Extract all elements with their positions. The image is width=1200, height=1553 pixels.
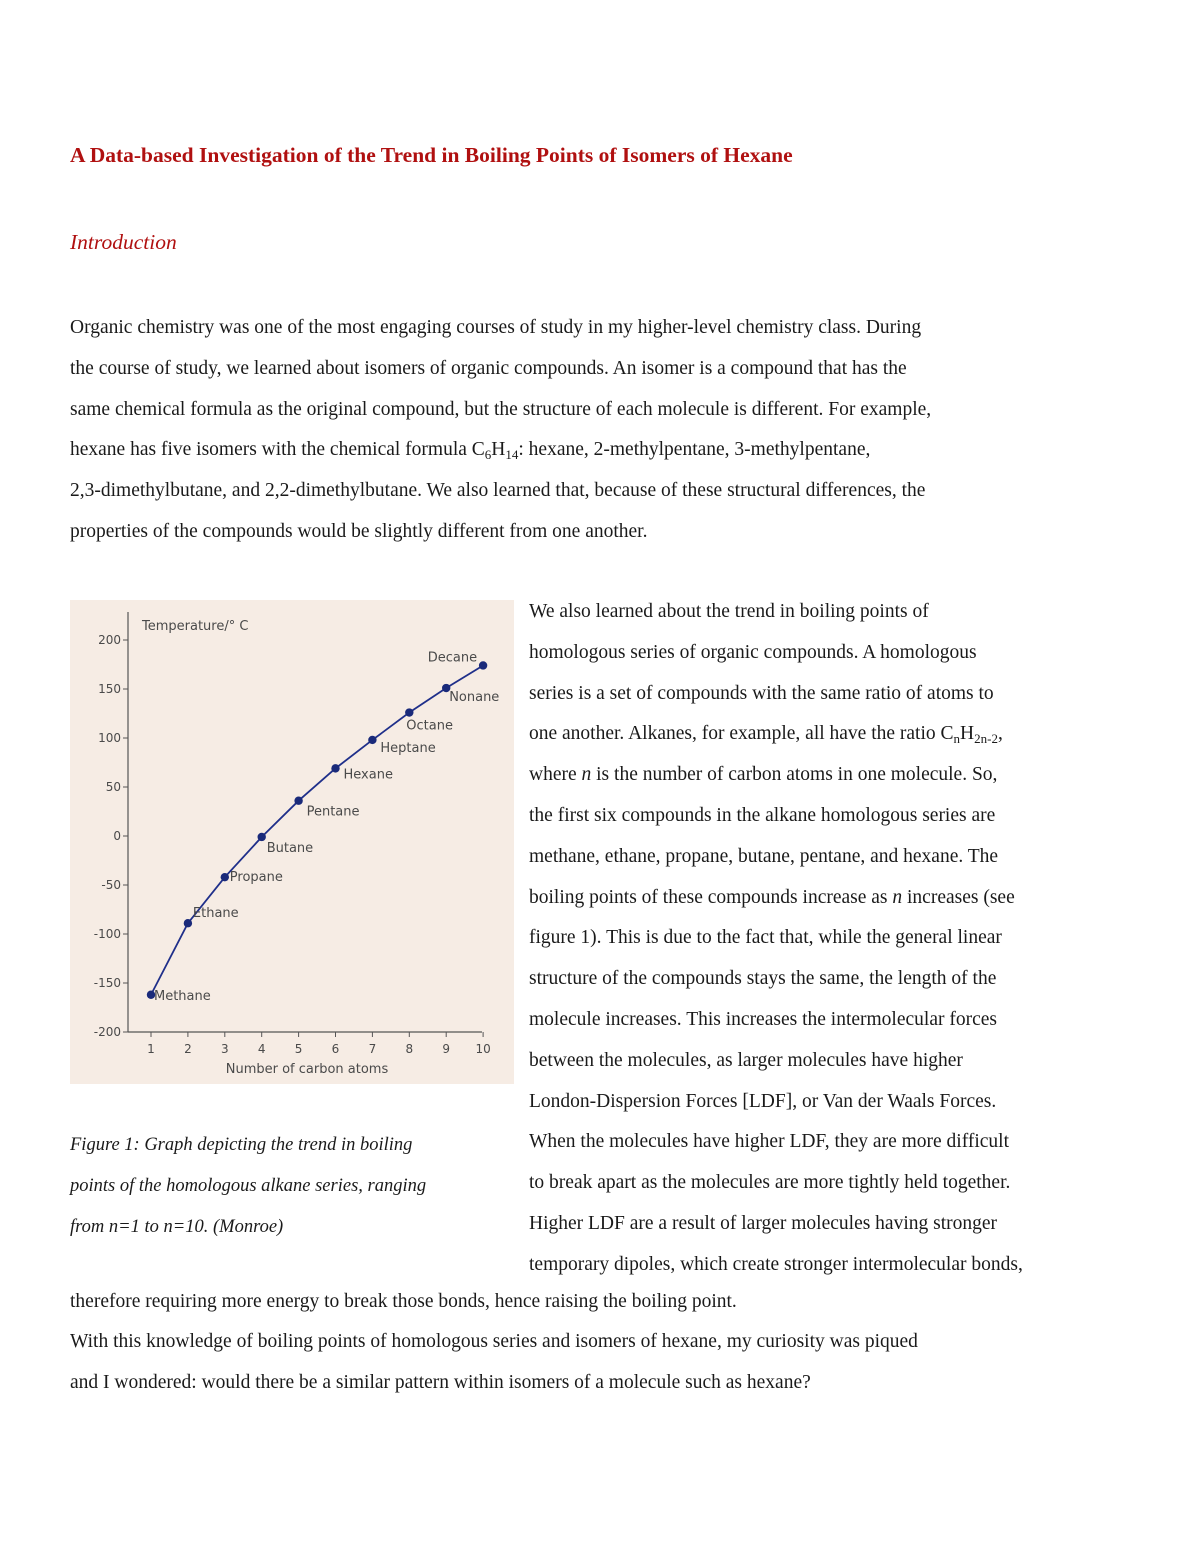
homologous-line: When the molecules have higher LDF, they are more difficult <box>529 1131 1009 1153</box>
caption-line: from n=1 to n=10. (Monroe) <box>70 1216 284 1237</box>
homologous-line: between the molecules, as larger molecules have higher <box>529 1049 963 1071</box>
document-title: A Data-based Investigation of the Trend in Boiling Points of Isomers of Hexane <box>70 143 793 167</box>
point-label: Methane <box>154 988 211 1004</box>
formula-subscript: 14 <box>505 447 519 463</box>
point-label: Decane <box>427 650 478 666</box>
homologous-line-formula <box>529 714 1149 755</box>
x-tick-label: 1 <box>147 1042 155 1056</box>
homologous-line: series is a set of compounds with the same ratio of atoms to <box>529 682 994 704</box>
formula-subscript: 6 <box>484 447 492 463</box>
formula-subscript: 2n-2 <box>974 731 998 747</box>
homologous-text: is the number of carbon atoms in one molecule. So, <box>591 764 998 786</box>
homologous-line: methane, ethane, propane, butane, pentane, and hexane. The <box>529 845 999 867</box>
homologous-line: temporary dipoles, which create stronger intermolecular bonds, <box>529 1253 1023 1275</box>
x-tick-label: 3 <box>220 1042 229 1056</box>
section-heading-introduction: Introduction <box>70 230 177 254</box>
intro-paragraph <box>70 308 1142 553</box>
curiosity-line: and I wondered: would there be a similar pattern within isomers of a molecule such as hexane? <box>70 1371 811 1393</box>
homologous-text: H <box>960 723 975 745</box>
x-tick-label: 4 <box>257 1042 266 1056</box>
x-axis-title: Number of carbon atoms <box>225 1062 389 1077</box>
homologous-line <box>529 878 1149 919</box>
x-tick-label: 8 <box>405 1042 414 1056</box>
homologous-text: , <box>997 723 1003 745</box>
intro-line: the course of study, we learned about isomers of organic compounds. An isomer is a compound that has the <box>70 357 907 379</box>
variable-n: n <box>892 886 903 908</box>
homologous-line: structure of the compounds stays the same, the length of the <box>529 968 997 990</box>
homologous-line: molecule increases. This increases the intermolecular forces <box>529 1008 997 1030</box>
y-tick-label: -100 <box>93 927 121 941</box>
data-point <box>405 708 413 716</box>
data-point <box>258 833 266 841</box>
homologous-text: where <box>529 764 582 786</box>
data-point <box>331 764 339 772</box>
homologous-line: homologous series of organic compounds. A homologous <box>529 641 977 663</box>
intro-text: H <box>491 439 506 461</box>
x-tick-label: 5 <box>294 1042 303 1056</box>
point-label: Hexane <box>343 767 393 783</box>
intro-text: hexane has five isomers with the chemical formula C <box>70 439 485 461</box>
homologous-line <box>529 755 1149 796</box>
x-tick-label: 7 <box>368 1042 377 1056</box>
formula-subscript: n <box>953 731 961 747</box>
homologous-line: Higher LDF are a result of larger molecules having stronger <box>529 1212 998 1234</box>
point-label: Heptane <box>380 740 436 756</box>
y-tick-label: -50 <box>101 878 121 892</box>
homologous-line: London-Dispersion Forces [LDF], or Van der Waals Forces. <box>529 1090 997 1112</box>
point-label: Octane <box>406 718 453 734</box>
x-tick-label: 9 <box>442 1042 451 1056</box>
data-point <box>221 873 229 881</box>
point-label: Nonane <box>449 690 500 706</box>
intro-line: properties of the compounds would be slightly different from one another. <box>70 520 648 542</box>
data-point <box>368 736 376 744</box>
y-tick-label: -150 <box>93 976 121 990</box>
series-line <box>151 665 483 994</box>
caption-line: points of the homologous alkane series, ranging <box>70 1175 427 1196</box>
x-tick-label: 2 <box>184 1042 192 1056</box>
boiling-point-chart <box>70 600 514 1084</box>
homologous-paragraph <box>529 592 1149 1286</box>
data-point <box>294 797 302 805</box>
intro-line: Organic chemistry was one of the most engaging courses of study in my higher-level chemistry class. During <box>70 317 922 338</box>
intro-line-formula <box>70 430 1142 471</box>
figure-caption <box>70 1125 520 1247</box>
y-tick-label: -200 <box>93 1025 121 1039</box>
intro-line: same chemical formula as the original compound, but the structure of each molecule is different. For example, <box>70 398 932 420</box>
homologous-text: increases (see <box>902 886 1015 908</box>
point-label: Ethane <box>192 906 239 922</box>
homologous-text: boiling points of these compounds increase as <box>529 886 893 908</box>
x-tick-label: 6 <box>331 1042 340 1056</box>
point-label: Propane <box>229 870 283 886</box>
caption-line: Figure 1: Graph depicting the trend in boiling <box>70 1135 413 1155</box>
continuation-paragraph <box>70 1282 1150 1323</box>
y-tick-label: 0 <box>113 829 121 843</box>
y-axis-title: Temperature/° C <box>142 619 249 634</box>
y-tick-label: 50 <box>105 780 121 794</box>
homologous-text: one another. Alkanes, for example, all have the ratio C <box>529 723 954 745</box>
point-label: Butane <box>266 840 314 856</box>
variable-n: n <box>581 764 592 786</box>
homologous-line: figure 1). This is due to the fact that, while the general linear <box>529 927 1002 949</box>
homologous-line: to break apart as the molecules are more tightly held together. <box>529 1172 1011 1194</box>
data-point <box>479 661 487 669</box>
data-point <box>184 919 192 927</box>
intro-text: : hexane, 2-methylpentane, 3-methylpentane, <box>518 439 871 461</box>
curiosity-paragraph <box>70 1322 1150 1404</box>
x-tick-label: 10 <box>475 1042 491 1056</box>
point-label: Pentane <box>306 804 360 820</box>
intro-line: 2,3-dimethylbutane, and 2,2-dimethylbutane. We also learned that, because of these structural differences, the <box>70 480 926 502</box>
y-tick-label: 150 <box>98 682 121 696</box>
boiling-point-figure <box>70 600 514 1084</box>
continuation-line: therefore requiring more energy to break those bonds, hence raising the boiling point. <box>70 1291 737 1312</box>
homologous-line: We also learned about the trend in boiling points of <box>529 601 929 622</box>
y-tick-label: 200 <box>98 633 121 647</box>
homologous-line: the first six compounds in the alkane homologous series are <box>529 804 996 826</box>
curiosity-line: With this knowledge of boiling points of homologous series and isomers of hexane, my curiosity was piqued <box>70 1331 918 1352</box>
y-tick-label: 100 <box>98 731 121 745</box>
